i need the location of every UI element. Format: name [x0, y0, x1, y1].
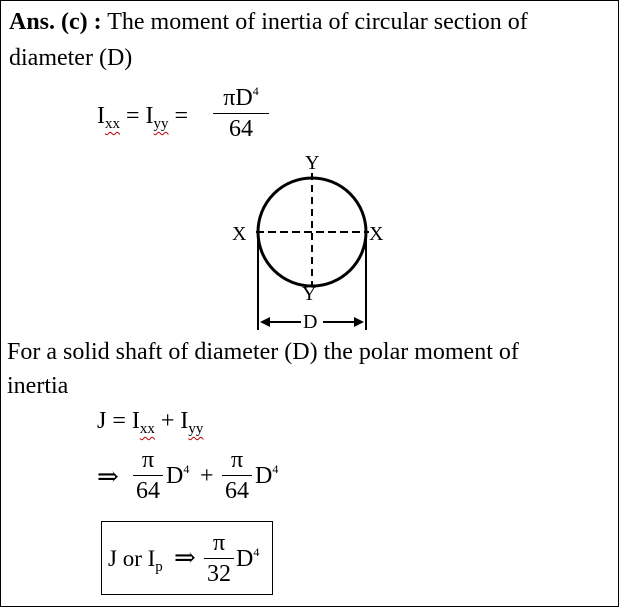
x-label-left: X — [232, 223, 247, 245]
fraction-pi-over-64-a — [133, 447, 163, 505]
subscript-yy: yy — [188, 421, 204, 437]
plus-sign: + — [200, 463, 214, 489]
fraction-pi-over-64-b — [222, 447, 252, 505]
circular-section-diagram — [223, 147, 403, 337]
d-symbol: D — [255, 463, 273, 489]
fraction-bar — [213, 113, 269, 114]
i-symbol: I — [145, 103, 154, 129]
dimension-arrow-right — [354, 317, 364, 327]
answer-line-2: diameter (D) — [9, 45, 133, 71]
d-symbol: D — [236, 546, 254, 572]
fraction-pi-over-32 — [204, 530, 234, 588]
equals-sign: = — [126, 103, 140, 129]
i-symbol: I — [180, 408, 189, 434]
inertia-symbol-xx — [131, 408, 155, 437]
i-symbol: I — [97, 103, 105, 129]
final-result-box — [101, 521, 273, 595]
d-power-4-a — [166, 463, 189, 489]
answer-intro-text: The moment of inertia of circular section of — [107, 9, 528, 35]
inertia-symbol-xx — [97, 103, 120, 132]
subscript-xx: xx — [105, 116, 120, 132]
answer-label: Ans. (c) : — [9, 9, 102, 35]
implies-arrow: ⇒ — [97, 462, 119, 491]
y-label-top: Y — [305, 152, 320, 174]
fraction-bar — [222, 475, 252, 476]
subscript-xx: xx — [139, 421, 155, 437]
fraction-denominator: 64 — [136, 478, 160, 505]
fraction-numerator: π — [141, 447, 155, 473]
d-power-4-b — [255, 463, 278, 489]
fraction-denominator: 64 — [225, 478, 249, 505]
implies-arrow: ⇒ — [174, 543, 196, 572]
fraction-denominator: 64 — [229, 116, 253, 143]
polar-line-2: inertia — [7, 373, 69, 399]
j-equals: J = — [97, 408, 126, 434]
x-label-right: X — [369, 223, 384, 245]
inertia-symbol-yy — [145, 103, 169, 132]
dimension-label: D — [303, 311, 318, 333]
y-label-bottom: Y — [302, 283, 317, 305]
fraction-bar — [204, 558, 234, 559]
dimension-arrow-left — [260, 317, 270, 327]
inertia-fraction — [213, 85, 269, 143]
d-power-4 — [236, 546, 259, 572]
exponent: 4 — [253, 545, 260, 559]
j-or-ip — [108, 546, 163, 575]
subscript-p: p — [155, 559, 163, 575]
exponent: 4 — [183, 462, 190, 476]
fraction-bar — [133, 475, 163, 476]
fraction-numerator: π — [230, 447, 244, 473]
polar-line-1: For a solid shaft of diameter (D) the polar moment of — [7, 339, 519, 365]
d-symbol: D — [166, 463, 184, 489]
equals-sign: = — [174, 103, 189, 129]
answer-line-1 — [9, 9, 528, 35]
exponent: 4 — [252, 84, 259, 98]
i-symbol: I — [131, 408, 140, 434]
pi-d-text: πD — [223, 85, 253, 111]
fraction-numerator — [213, 85, 269, 111]
fraction-numerator: π — [212, 530, 226, 556]
fraction-denominator: 32 — [207, 561, 231, 588]
polar-sum-formula — [97, 408, 204, 437]
j-or-i-text: J or I — [108, 546, 156, 571]
inertia-symbol-yy — [180, 408, 204, 437]
plus-sign: + — [160, 408, 175, 434]
exponent: 4 — [272, 462, 279, 476]
inertia-formula — [97, 103, 189, 132]
subscript-yy: yy — [153, 116, 169, 132]
